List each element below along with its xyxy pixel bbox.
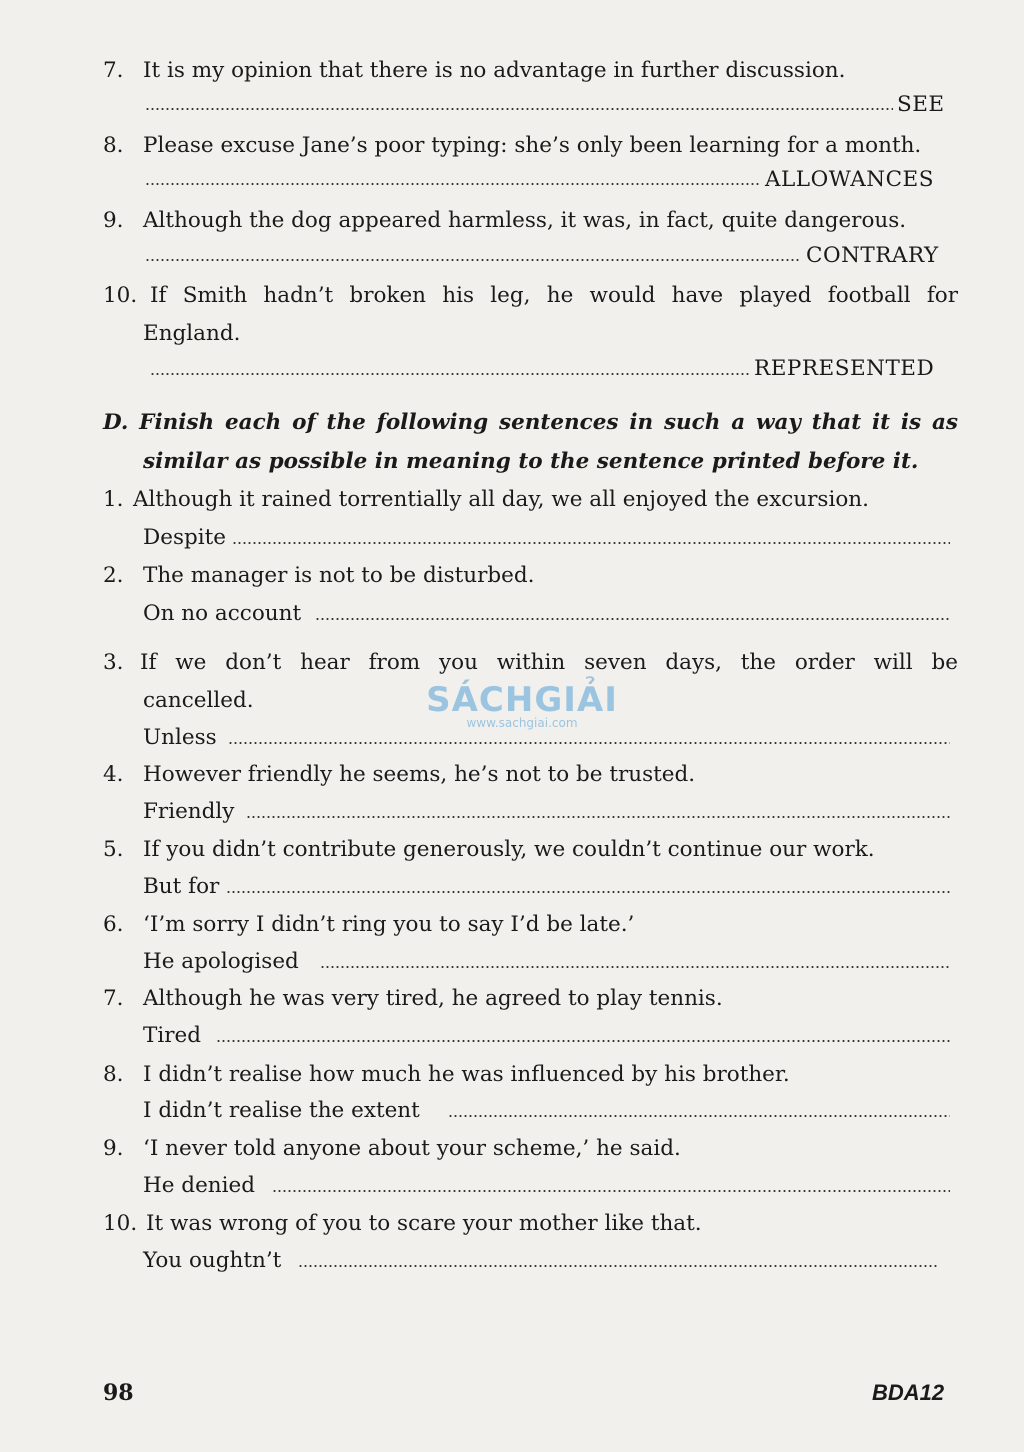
- d6-number: 6.: [103, 912, 124, 937]
- d3-sentence-line2: cancelled.: [143, 688, 254, 713]
- c10-number: 10.: [103, 283, 138, 308]
- d7-number: 7.: [103, 986, 124, 1011]
- d10-sentence: It was wrong of you to scare your mother like that.: [146, 1211, 702, 1236]
- d3-sentence-line1: If we don’t hear from you within seven days, the order will be: [140, 650, 958, 675]
- d5-starter: But for: [143, 874, 220, 899]
- d4-sentence: However friendly he seems, he’s not to be trusted.: [143, 762, 696, 787]
- watermark-url: www.sachgiai.com: [466, 716, 578, 730]
- d2-starter: On no account: [143, 601, 302, 626]
- d8-sentence: I didn’t realise how much he was influenced by his brother.: [143, 1062, 790, 1087]
- c9-number: 9.: [103, 208, 124, 233]
- d6-sentence: ‘I’m sorry I didn’t ring you to say I’d be late.’: [143, 912, 635, 937]
- d9-number: 9.: [103, 1136, 124, 1161]
- d10-number: 10.: [103, 1211, 138, 1236]
- d3-starter: Unless: [143, 725, 217, 750]
- d7-answer-line[interactable]: [216, 1039, 950, 1043]
- c7-number: 7.: [103, 58, 124, 83]
- section-d-instruction-line1: D. Finish each of the following sentences in such a way that it is as: [103, 410, 958, 435]
- d9-sentence: ‘I never told anyone about your scheme,’ he said.: [143, 1136, 681, 1161]
- watermark-brand: SÁCHGIẢI: [426, 680, 618, 720]
- section-d-instruction-line2: similar as possible in meaning to the sentence printed before it.: [143, 449, 919, 474]
- d4-answer-line[interactable]: [246, 815, 950, 819]
- c10-sentence-line1: If Smith hadn’t broken his leg, he would have played football for: [150, 283, 958, 308]
- c8-sentence: Please excuse Jane’s poor typing: she’s only been learning for a month.: [143, 133, 922, 158]
- d2-answer-line[interactable]: [315, 617, 950, 621]
- c8-keyword: ALLOWANCES: [765, 167, 934, 192]
- d10-starter: You oughtn’t: [143, 1248, 282, 1273]
- d3-answer-line[interactable]: [228, 741, 950, 745]
- d6-answer-line[interactable]: [320, 965, 950, 969]
- d4-number: 4.: [103, 762, 124, 787]
- watermark-logo: [412, 680, 632, 730]
- d10-answer-line[interactable]: [298, 1264, 938, 1268]
- d5-sentence: If you didn’t contribute generously, we couldn’t continue our work.: [143, 837, 875, 862]
- page-number: 98: [103, 1380, 134, 1406]
- book-code: BDA12: [872, 1380, 945, 1405]
- c7-answer-line[interactable]: [145, 107, 893, 111]
- c9-keyword: CONTRARY: [806, 243, 939, 268]
- c8-number: 8.: [103, 133, 124, 158]
- d3-number: 3.: [103, 650, 124, 675]
- c7-keyword: SEE: [897, 92, 945, 117]
- d2-number: 2.: [103, 563, 124, 588]
- d1-starter: Despite: [143, 525, 226, 550]
- d8-number: 8.: [103, 1062, 124, 1087]
- d6-starter: He apologised: [143, 949, 299, 974]
- d5-answer-line[interactable]: [226, 890, 950, 894]
- c10-keyword: REPRESENTED: [754, 356, 935, 381]
- c10-sentence-line2: England.: [143, 321, 241, 346]
- c9-answer-line[interactable]: [145, 258, 800, 262]
- d7-sentence: Although he was very tired, he agreed to play tennis.: [143, 986, 723, 1011]
- d7-starter: Tired: [143, 1023, 201, 1048]
- c7-sentence: It is my opinion that there is no advantage in further discussion.: [143, 58, 846, 83]
- d1-answer-line[interactable]: [232, 541, 950, 545]
- d9-answer-line[interactable]: [272, 1189, 950, 1193]
- d8-starter: I didn’t realise the extent: [143, 1098, 420, 1123]
- d1-sentence: Although it rained torrentially all day, we all enjoyed the excursion.: [133, 487, 869, 512]
- d2-sentence: The manager is not to be disturbed.: [143, 563, 535, 588]
- d9-starter: He denied: [143, 1173, 256, 1198]
- d5-number: 5.: [103, 837, 124, 862]
- d8-answer-line[interactable]: [448, 1114, 950, 1118]
- c10-answer-line[interactable]: [150, 372, 750, 376]
- d1-number: 1.: [103, 487, 124, 512]
- c9-sentence: Although the dog appeared harmless, it was, in fact, quite dangerous.: [143, 208, 907, 233]
- d4-starter: Friendly: [143, 799, 235, 824]
- c8-answer-line[interactable]: [145, 182, 760, 186]
